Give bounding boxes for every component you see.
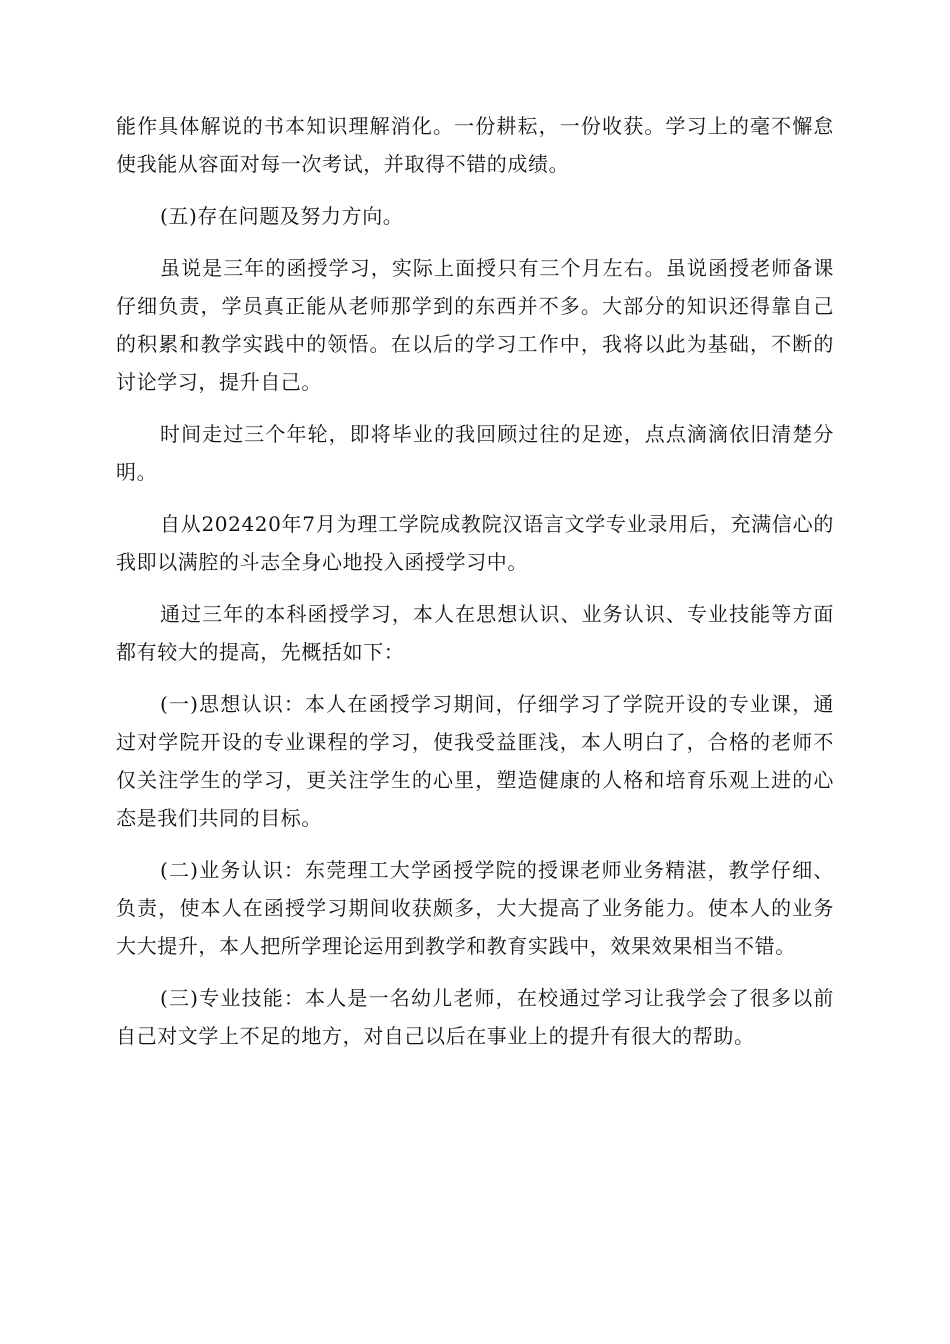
document-body [116,107,834,1069]
paragraph-continuation: 能作具体解说的书本知识理解消化。一份耕耘，一份收获。学习上的毫不懈怠使我能从容面对每一次考试，并取得不错的成绩。 [116,114,834,176]
paragraph-professional-understanding: (二)业务认识：东莞理工大学函授学院的授课老师业务精湛，教学仔细、负责，使本人在函授学习期间收获颇多，大大提高了业务能力。使本人的业务大大提升，本人把所学理论运用到教学和教育实践中，效果效果相当不错。 [116,858,834,958]
paragraph-three-years: 时间走过三个年轮，即将毕业的我回顾过往的足迹，点点滴滴依旧清楚分明。 [116,422,834,484]
paragraph-professional-skills: (三)专业技能：本人是一名幼儿老师，在校通过学习让我学会了很多以前自己对文学上不足的地方，对自己以后在事业上的提升有很大的帮助。 [116,986,834,1048]
paragraph-section-five-heading: (五)存在问题及努力方向。 [160,204,404,228]
paragraph-summary-intro: 通过三年的本科函授学习，本人在思想认识、业务认识、专业技能等方面都有较大的提高，先概括如下： [116,602,834,664]
paragraph-admission: 自从202420年7月为理工学院成教院汉语言文学专业录用后，充满信心的我即以满腔的斗志全身心地投入函授学习中。 [116,512,834,574]
paragraph-ideological-understanding: (一)思想认识：本人在函授学习期间，仔细学习了学院开设的专业课，通过对学院开设的专业课程的学习，使我受益匪浅，本人明白了，合格的老师不仅关注学生的学习，更关注学生的心里，塑造健康的人格和培育乐观上进的心态是我们共同的目标。 [116,692,834,830]
paragraph-correspondence-reflection: 虽说是三年的函授学习，实际上面授只有三个月左右。虽说函授老师备课仔细负责，学员真正能从老师那学到的东西并不多。大部分的知识还得靠自己的积累和教学实践中的领悟。在以后的学习工作中，我将以此为基础，不断的讨论学习，提升自己。 [116,256,834,394]
